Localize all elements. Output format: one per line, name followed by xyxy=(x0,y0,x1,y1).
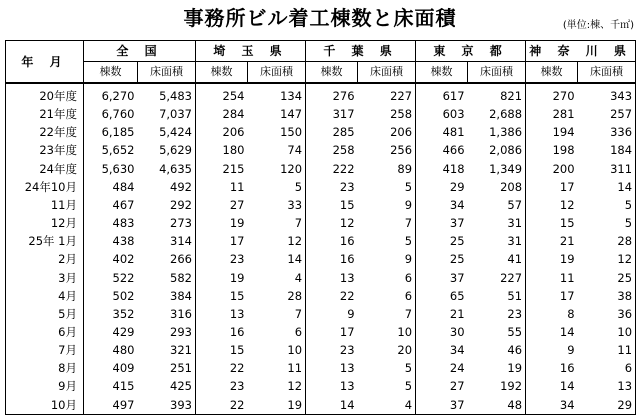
row-label: 23年度 xyxy=(6,141,84,159)
sub-header-count: 棟数 xyxy=(416,62,468,84)
cell-floor-area: 425 xyxy=(138,377,196,395)
cell-floor-area: 184 xyxy=(578,141,636,159)
cell-floor-area: 29 xyxy=(578,396,636,415)
row-label: 24年10月 xyxy=(6,178,84,196)
cell-floor-area: 4 xyxy=(248,268,306,286)
table-row xyxy=(6,232,636,250)
cell-count: 19 xyxy=(526,250,578,268)
cell-count: 6,270 xyxy=(84,83,138,105)
cell-count: 25 xyxy=(416,250,468,268)
cell-floor-area: 251 xyxy=(138,359,196,377)
cell-floor-area: 7,037 xyxy=(138,105,196,123)
sub-header-area: 床面積 xyxy=(138,62,196,84)
cell-floor-area: 257 xyxy=(578,105,636,123)
table-row xyxy=(6,323,636,341)
cell-count: 284 xyxy=(196,105,248,123)
cell-floor-area: 11 xyxy=(578,341,636,359)
row-label: 4月 xyxy=(6,287,84,305)
cell-floor-area: 256 xyxy=(358,141,416,159)
row-label: 22年度 xyxy=(6,123,84,141)
table-row xyxy=(6,123,636,141)
cell-count: 17 xyxy=(306,323,358,341)
cell-count: 27 xyxy=(416,377,468,395)
region-header-national: 全 国 xyxy=(84,41,196,62)
cell-count: 180 xyxy=(196,141,248,159)
sub-header-area: 床面積 xyxy=(468,62,526,84)
cell-count: 285 xyxy=(306,123,358,141)
cell-floor-area: 51 xyxy=(468,287,526,305)
cell-count: 16 xyxy=(306,250,358,268)
row-label: 7月 xyxy=(6,341,84,359)
cell-floor-area: 6 xyxy=(578,359,636,377)
row-label: 11月 xyxy=(6,196,84,214)
cell-count: 17 xyxy=(526,287,578,305)
cell-count: 16 xyxy=(526,359,578,377)
cell-count: 281 xyxy=(526,105,578,123)
cell-floor-area: 384 xyxy=(138,287,196,305)
cell-count: 9 xyxy=(306,305,358,323)
cell-count: 27 xyxy=(196,196,248,214)
sub-header-count: 棟数 xyxy=(526,62,578,84)
cell-floor-area: 5 xyxy=(358,232,416,250)
table-body xyxy=(6,83,636,415)
cell-count: 34 xyxy=(416,341,468,359)
cell-count: 409 xyxy=(84,359,138,377)
cell-count: 37 xyxy=(416,214,468,232)
cell-count: 23 xyxy=(196,377,248,395)
cell-count: 13 xyxy=(196,305,248,323)
cell-floor-area: 23 xyxy=(468,305,526,323)
cell-count: 6,185 xyxy=(84,123,138,141)
cell-count: 14 xyxy=(526,323,578,341)
cell-count: 37 xyxy=(416,396,468,415)
region-header-kanagawa: 神 奈 川 県 xyxy=(526,41,636,62)
cell-floor-area: 10 xyxy=(358,323,416,341)
cell-count: 14 xyxy=(526,377,578,395)
page-title: 事務所ビル着工棟数と床面積 xyxy=(183,6,457,30)
cell-count: 16 xyxy=(196,323,248,341)
cell-floor-area: 206 xyxy=(358,123,416,141)
year-month-header: 年 月 xyxy=(6,41,84,84)
table-row xyxy=(6,287,636,305)
cell-count: 23 xyxy=(306,178,358,196)
cell-floor-area: 336 xyxy=(578,123,636,141)
row-label: 9月 xyxy=(6,377,84,395)
cell-floor-area: 6 xyxy=(358,268,416,286)
cell-count: 23 xyxy=(196,250,248,268)
cell-floor-area: 31 xyxy=(468,214,526,232)
cell-floor-area: 31 xyxy=(468,232,526,250)
table-row xyxy=(6,268,636,286)
cell-floor-area: 227 xyxy=(358,83,416,105)
cell-count: 34 xyxy=(526,396,578,415)
cell-floor-area: 10 xyxy=(248,341,306,359)
cell-count: 15 xyxy=(196,341,248,359)
cell-count: 481 xyxy=(416,123,468,141)
cell-count: 37 xyxy=(416,268,468,286)
sub-header-area: 床面積 xyxy=(248,62,306,84)
cell-count: 497 xyxy=(84,396,138,415)
cell-count: 22 xyxy=(196,396,248,415)
table-row xyxy=(6,341,636,359)
cell-floor-area: 321 xyxy=(138,341,196,359)
cell-floor-area: 147 xyxy=(248,105,306,123)
cell-floor-area: 7 xyxy=(358,305,416,323)
sub-header-count: 棟数 xyxy=(84,62,138,84)
cell-floor-area: 5 xyxy=(358,359,416,377)
cell-floor-area: 9 xyxy=(358,196,416,214)
cell-floor-area: 5 xyxy=(578,196,636,214)
cell-floor-area: 492 xyxy=(138,178,196,196)
cell-floor-area: 33 xyxy=(248,196,306,214)
table-row xyxy=(6,359,636,377)
cell-floor-area: 5,629 xyxy=(138,141,196,159)
cell-count: 483 xyxy=(84,214,138,232)
cell-floor-area: 6 xyxy=(358,287,416,305)
cell-floor-area: 7 xyxy=(248,305,306,323)
cell-count: 11 xyxy=(526,268,578,286)
row-label: 25年 1月 xyxy=(6,232,84,250)
cell-floor-area: 14 xyxy=(248,250,306,268)
cell-floor-area: 311 xyxy=(578,160,636,178)
cell-count: 17 xyxy=(196,232,248,250)
cell-count: 415 xyxy=(84,377,138,395)
cell-floor-area: 12 xyxy=(578,250,636,268)
cell-floor-area: 1,349 xyxy=(468,160,526,178)
cell-count: 23 xyxy=(306,341,358,359)
row-label: 3月 xyxy=(6,268,84,286)
cell-floor-area: 7 xyxy=(358,214,416,232)
table-row xyxy=(6,196,636,214)
cell-floor-area: 134 xyxy=(248,83,306,105)
cell-count: 8 xyxy=(526,305,578,323)
row-label: 21年度 xyxy=(6,105,84,123)
cell-floor-area: 19 xyxy=(468,359,526,377)
row-label: 2月 xyxy=(6,250,84,268)
table-row xyxy=(6,250,636,268)
cell-floor-area: 227 xyxy=(468,268,526,286)
cell-count: 480 xyxy=(84,341,138,359)
row-label: 10月 xyxy=(6,396,84,415)
sub-header-area: 床面積 xyxy=(358,62,416,84)
cell-count: 15 xyxy=(196,287,248,305)
cell-floor-area: 293 xyxy=(138,323,196,341)
region-header-tokyo: 東 京 都 xyxy=(416,41,526,62)
cell-count: 12 xyxy=(526,196,578,214)
cell-count: 13 xyxy=(306,377,358,395)
cell-floor-area: 150 xyxy=(248,123,306,141)
cell-floor-area: 36 xyxy=(578,305,636,323)
table-row xyxy=(6,305,636,323)
cell-count: 215 xyxy=(196,160,248,178)
cell-count: 19 xyxy=(196,214,248,232)
cell-floor-area: 57 xyxy=(468,196,526,214)
row-label: 8月 xyxy=(6,359,84,377)
cell-count: 17 xyxy=(526,178,578,196)
cell-floor-area: 4,635 xyxy=(138,160,196,178)
cell-floor-area: 2,086 xyxy=(468,141,526,159)
cell-count: 9 xyxy=(526,341,578,359)
cell-floor-area: 38 xyxy=(578,287,636,305)
table-row xyxy=(6,160,636,178)
cell-floor-area: 208 xyxy=(468,178,526,196)
cell-count: 254 xyxy=(196,83,248,105)
cell-floor-area: 55 xyxy=(468,323,526,341)
table-row xyxy=(6,83,636,105)
sub-header-count: 棟数 xyxy=(306,62,358,84)
cell-floor-area: 192 xyxy=(468,377,526,395)
cell-count: 418 xyxy=(416,160,468,178)
cell-count: 65 xyxy=(416,287,468,305)
cell-count: 21 xyxy=(416,305,468,323)
cell-floor-area: 9 xyxy=(358,250,416,268)
cell-count: 200 xyxy=(526,160,578,178)
cell-floor-area: 5 xyxy=(358,178,416,196)
cell-count: 194 xyxy=(526,123,578,141)
unit-note: (単位:棟、千㎡) xyxy=(562,20,634,31)
cell-count: 21 xyxy=(526,232,578,250)
cell-count: 5,630 xyxy=(84,160,138,178)
cell-count: 6,760 xyxy=(84,105,138,123)
cell-count: 11 xyxy=(196,178,248,196)
table-row xyxy=(6,377,636,395)
cell-floor-area: 12 xyxy=(248,232,306,250)
cell-count: 30 xyxy=(416,323,468,341)
cell-floor-area: 12 xyxy=(248,377,306,395)
cell-floor-area: 4 xyxy=(358,396,416,415)
cell-count: 206 xyxy=(196,123,248,141)
cell-count: 617 xyxy=(416,83,468,105)
cell-floor-area: 266 xyxy=(138,250,196,268)
region-header-chiba: 千 葉 県 xyxy=(306,41,416,62)
cell-count: 466 xyxy=(416,141,468,159)
cell-count: 13 xyxy=(306,359,358,377)
construction-table xyxy=(5,40,636,415)
cell-floor-area: 258 xyxy=(358,105,416,123)
cell-count: 502 xyxy=(84,287,138,305)
sub-header-count: 棟数 xyxy=(196,62,248,84)
region-header-saitama: 埼 玉 県 xyxy=(196,41,306,62)
cell-floor-area: 5,483 xyxy=(138,83,196,105)
cell-floor-area: 5,424 xyxy=(138,123,196,141)
table-row xyxy=(6,105,636,123)
cell-floor-area: 120 xyxy=(248,160,306,178)
cell-count: 15 xyxy=(306,196,358,214)
cell-floor-area: 28 xyxy=(578,232,636,250)
cell-floor-area: 2,688 xyxy=(468,105,526,123)
table-row xyxy=(6,178,636,196)
row-label: 12月 xyxy=(6,214,84,232)
cell-floor-area: 14 xyxy=(578,178,636,196)
table-row xyxy=(6,396,636,415)
row-label: 6月 xyxy=(6,323,84,341)
cell-floor-area: 28 xyxy=(248,287,306,305)
cell-floor-area: 292 xyxy=(138,196,196,214)
cell-floor-area: 46 xyxy=(468,341,526,359)
cell-count: 467 xyxy=(84,196,138,214)
cell-count: 522 xyxy=(84,268,138,286)
cell-count: 25 xyxy=(416,232,468,250)
cell-floor-area: 314 xyxy=(138,232,196,250)
cell-floor-area: 821 xyxy=(468,83,526,105)
cell-count: 19 xyxy=(196,268,248,286)
cell-count: 317 xyxy=(306,105,358,123)
cell-floor-area: 7 xyxy=(248,214,306,232)
cell-floor-area: 48 xyxy=(468,396,526,415)
row-label: 5月 xyxy=(6,305,84,323)
cell-count: 603 xyxy=(416,105,468,123)
cell-count: 16 xyxy=(306,232,358,250)
cell-count: 5,652 xyxy=(84,141,138,159)
cell-count: 24 xyxy=(416,359,468,377)
cell-count: 429 xyxy=(84,323,138,341)
cell-count: 14 xyxy=(306,396,358,415)
cell-floor-area: 41 xyxy=(468,250,526,268)
cell-floor-area: 1,386 xyxy=(468,123,526,141)
cell-floor-area: 11 xyxy=(248,359,306,377)
cell-count: 34 xyxy=(416,196,468,214)
cell-floor-area: 74 xyxy=(248,141,306,159)
cell-floor-area: 10 xyxy=(578,323,636,341)
cell-count: 15 xyxy=(526,214,578,232)
cell-floor-area: 25 xyxy=(578,268,636,286)
cell-floor-area: 273 xyxy=(138,214,196,232)
cell-floor-area: 13 xyxy=(578,377,636,395)
row-label: 20年度 xyxy=(6,83,84,105)
cell-floor-area: 5 xyxy=(578,214,636,232)
cell-floor-area: 19 xyxy=(248,396,306,415)
cell-floor-area: 5 xyxy=(358,377,416,395)
cell-floor-area: 5 xyxy=(248,178,306,196)
cell-count: 484 xyxy=(84,178,138,196)
cell-count: 270 xyxy=(526,83,578,105)
cell-count: 22 xyxy=(196,359,248,377)
cell-count: 198 xyxy=(526,141,578,159)
cell-count: 22 xyxy=(306,287,358,305)
cell-count: 29 xyxy=(416,178,468,196)
cell-floor-area: 89 xyxy=(358,160,416,178)
cell-count: 438 xyxy=(84,232,138,250)
cell-floor-area: 393 xyxy=(138,396,196,415)
cell-count: 13 xyxy=(306,268,358,286)
cell-count: 276 xyxy=(306,83,358,105)
table-row xyxy=(6,214,636,232)
cell-floor-area: 343 xyxy=(578,83,636,105)
cell-count: 12 xyxy=(306,214,358,232)
row-label: 24年度 xyxy=(6,160,84,178)
cell-count: 352 xyxy=(84,305,138,323)
cell-floor-area: 316 xyxy=(138,305,196,323)
cell-floor-area: 582 xyxy=(138,268,196,286)
sub-header-area: 床面積 xyxy=(578,62,636,84)
cell-count: 402 xyxy=(84,250,138,268)
cell-floor-area: 20 xyxy=(358,341,416,359)
table-row xyxy=(6,141,636,159)
cell-floor-area: 6 xyxy=(248,323,306,341)
cell-count: 258 xyxy=(306,141,358,159)
cell-count: 222 xyxy=(306,160,358,178)
